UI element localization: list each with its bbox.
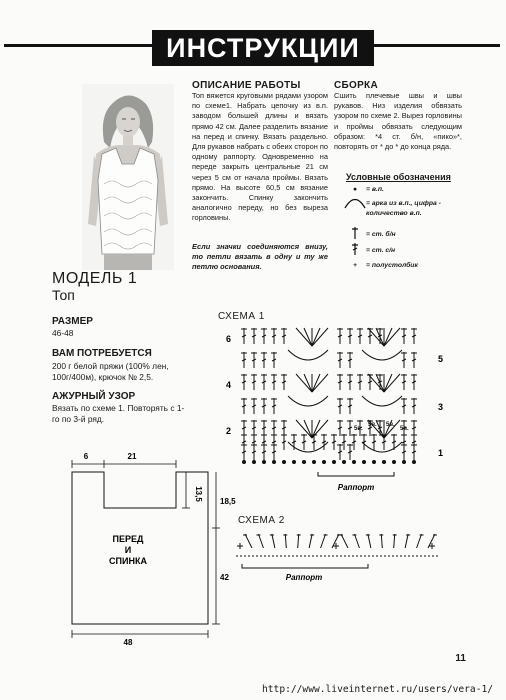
chain-dot xyxy=(312,460,316,464)
arc-chain xyxy=(362,396,402,406)
measure-width: 48 xyxy=(123,638,133,647)
fan-stitch xyxy=(258,534,263,548)
size-label: РАЗМЕР xyxy=(52,316,93,327)
scheme1-diagram xyxy=(218,322,458,498)
size-value: 46-48 xyxy=(52,328,74,338)
fan-stitch xyxy=(381,534,382,548)
fan-stitch xyxy=(245,534,252,548)
fan-stitch xyxy=(341,534,348,548)
materials-label: ВАМ ПОТРЕБУЕТСЯ xyxy=(52,348,152,359)
plus-icon: + xyxy=(353,261,357,269)
fan-stitch xyxy=(285,534,286,548)
assembly-title: СБОРКА xyxy=(334,80,378,91)
arc-count: 5в. xyxy=(386,422,395,428)
chain-dot xyxy=(242,460,246,464)
measure-neck-depth: 13,5 xyxy=(194,486,203,502)
sc-icon xyxy=(344,226,366,242)
assembly-text: Сшить плечевые швы и швы рукавов. Низ изделия обвязать узором по схеме 2. Вырез горловины и проймы обвязать следующим образом: *4 ст. б/н, «пико»*, повторять от * до * до конца ряда. xyxy=(334,91,462,152)
pattern-label: АЖУРНЫЙ УЗОР xyxy=(52,391,136,402)
chain-dot xyxy=(372,460,376,464)
fan-stitch xyxy=(304,328,312,346)
legend-item: = ст. с/н xyxy=(344,241,395,259)
scheme2-diagram xyxy=(232,528,442,584)
rapport-bracket xyxy=(318,472,394,476)
arc-icon xyxy=(344,197,366,211)
garment-label: СПИНКА xyxy=(109,556,147,566)
garment-label: И xyxy=(124,545,132,555)
chain-dot xyxy=(392,460,396,464)
section-title: ИНСТРУКЦИИ xyxy=(152,30,374,66)
chain-dot xyxy=(272,460,276,464)
chain-dot xyxy=(412,460,416,464)
chain-dot xyxy=(382,460,386,464)
arc-count: 5в. xyxy=(400,426,409,432)
measure-neck-width: 21 xyxy=(127,452,137,461)
fan-stitch xyxy=(384,374,392,392)
assembly-section xyxy=(334,80,462,152)
garment-drawing xyxy=(56,448,236,648)
description-section xyxy=(192,80,328,224)
chain-dot xyxy=(332,460,336,464)
description-note: Если значки соединяются внизу, то петли вязать в одну и ту же петлю основания. xyxy=(192,242,328,272)
scheme1-rapport: Раппорт xyxy=(337,483,375,492)
row-number: 2 xyxy=(226,426,232,436)
arc-chain xyxy=(362,350,402,360)
legend-item: = ст. б/н xyxy=(344,225,396,243)
page-number: 11 xyxy=(455,653,466,664)
chain-dot xyxy=(322,460,326,464)
footer-url[interactable]: http://www.liveinternet.ru/users/vera-1/ xyxy=(262,684,494,695)
chain-dot xyxy=(282,460,286,464)
chain-dot xyxy=(292,460,296,464)
chain-dot xyxy=(252,460,256,464)
fan-stitch xyxy=(312,374,328,392)
arc-count: 5в. xyxy=(354,426,363,432)
pattern-text: Вязать по схеме 1. Повторять с 1-го по 3-й ряд. xyxy=(52,403,185,424)
chain-dot xyxy=(362,460,366,464)
model-title: МОДЕЛЬ 1 xyxy=(52,270,138,287)
chain-dot xyxy=(302,460,306,464)
scheme2-title: СХЕМА 2 xyxy=(238,515,285,526)
description-text: Топ вяжется круговыми рядами узором по схеме1. Набрать цепочку из в.п. заводом большей длины и вязать прямо 42 см. Далее разделить вязание на перед и спинку. Вязать раздельно. Для рукавов набрать с обеих сторон по одному раппорту. Одновременно на переде закрыть центральные 21 см через 5 см от начала проймы. Вязать прямо. На высоте 60,5 см вязание закончить. Спинку закончить аналогично переду, но без выреза горловины. xyxy=(192,91,328,223)
fan-stitch xyxy=(309,534,312,548)
chain-dot xyxy=(402,460,406,464)
measure-top-left: 6 xyxy=(83,452,89,461)
chain-dot xyxy=(262,460,266,464)
fan-stitch xyxy=(312,328,320,346)
fan-stitch xyxy=(304,374,312,392)
chain-dot xyxy=(352,460,356,464)
fan-stitch xyxy=(296,374,312,392)
fan-stitch xyxy=(384,374,400,392)
scheme2-rapport: Раппорт xyxy=(285,573,323,582)
arc-chain xyxy=(362,442,402,452)
legend-item: ● = в.п. xyxy=(344,180,384,198)
fan-stitch xyxy=(368,534,371,548)
fan-stitch xyxy=(321,534,326,548)
measure-armhole: 18,5 xyxy=(220,497,236,506)
legend-item: + = полустолбик xyxy=(344,256,418,274)
fan-stitch xyxy=(312,374,320,392)
fan-stitch xyxy=(417,534,422,548)
model-photo xyxy=(82,84,174,270)
garment-label: ПЕРЕД xyxy=(112,534,144,544)
row-number: 4 xyxy=(226,380,232,390)
scheme1-title: СХЕМА 1 xyxy=(218,311,265,322)
fan-stitch xyxy=(384,328,392,346)
measure-body-height: 42 xyxy=(220,573,229,582)
fan-stitch xyxy=(394,534,395,548)
model-subtitle: Топ xyxy=(52,287,75,303)
materials-text: 200 г белой пряжи (100% лен, 100г/400м), крючок № 2,5. xyxy=(52,361,169,382)
legend-item: = арка из в.п., цифра - количество в.п. xyxy=(344,197,474,223)
row-number: 3 xyxy=(438,402,444,412)
fan-stitch xyxy=(312,328,328,346)
description-title: ОПИСАНИЕ РАБОТЫ xyxy=(192,80,301,91)
dot-icon: ● xyxy=(352,185,358,193)
arc-chain xyxy=(288,350,328,360)
arc-chain xyxy=(288,396,328,406)
fan-stitch xyxy=(354,534,359,548)
chain-dot xyxy=(342,460,346,464)
row-number: 1 xyxy=(438,448,444,458)
fan-stitch xyxy=(384,328,400,346)
row-number: 6 xyxy=(226,334,232,344)
fan-stitch xyxy=(298,534,299,548)
fan-stitch xyxy=(296,328,312,346)
rapport-bracket xyxy=(242,564,368,568)
arc-count: 5в. xyxy=(368,422,377,428)
fan-stitch xyxy=(272,534,275,548)
legend-title: Условные обозначения xyxy=(346,172,451,182)
fan-stitch xyxy=(405,534,408,548)
row-number: 5 xyxy=(438,354,444,364)
